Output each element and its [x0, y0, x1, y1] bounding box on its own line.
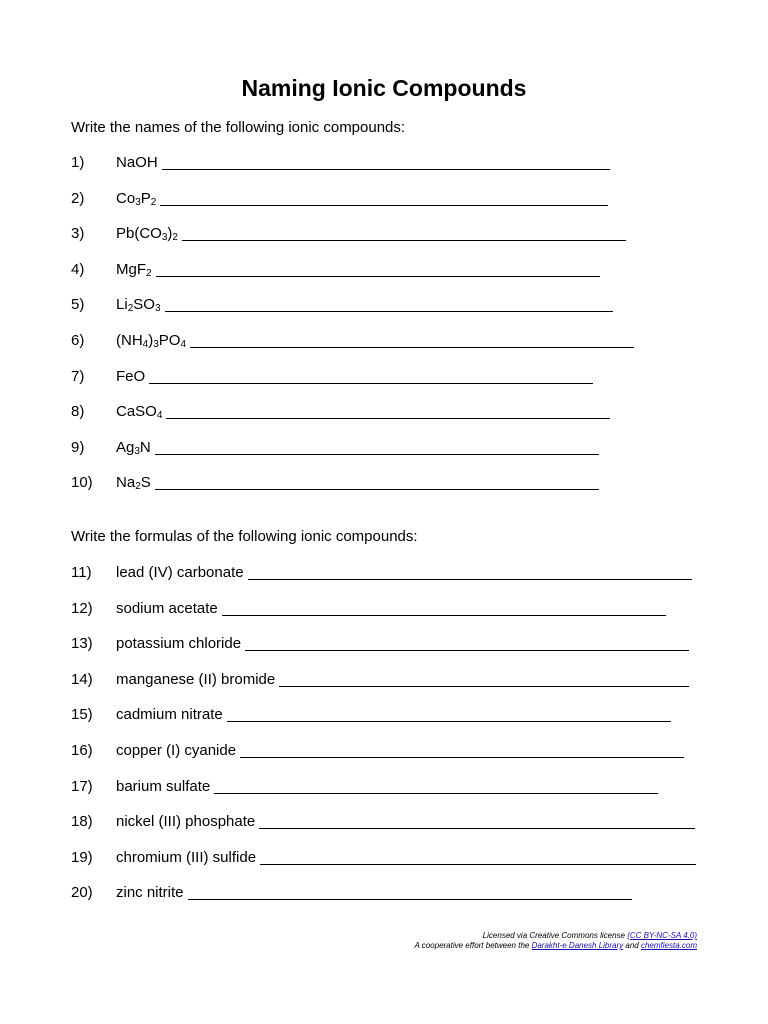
question-body	[116, 401, 610, 423]
question-number: 17)	[71, 777, 93, 795]
question-body	[116, 882, 632, 904]
compound-formula: $(NH_4)_3PO_4$	[116, 332, 187, 350]
library-link[interactable]: Darakht-e Danesh Library	[531, 941, 624, 950]
compound-formula: $Li_2SO_3$	[116, 296, 161, 315]
compound-formula: CaSO$_4$	[116, 403, 163, 422]
compound-name: sodium acetate	[116, 599, 218, 617]
question-number: 9)	[71, 438, 85, 456]
question-body	[116, 562, 692, 584]
question-number: 11)	[71, 564, 92, 581]
question-number: 10)	[71, 474, 93, 492]
answer-blank[interactable]	[156, 259, 600, 277]
answer-blank[interactable]	[162, 152, 610, 170]
answer-blank[interactable]	[260, 847, 696, 865]
compound-formula: $Na_2S$	[116, 474, 151, 493]
section-instruction-formulas: Write the formulas of the following ionic compounds:	[71, 528, 418, 545]
license-text: Licensed via Creative Commons license	[482, 931, 628, 940]
license-footer	[414, 931, 697, 951]
question-number: 14)	[71, 670, 93, 688]
answer-blank[interactable]	[155, 472, 599, 490]
question-number: 16)	[71, 742, 93, 759]
question-body	[116, 223, 626, 245]
question-number: 4)	[71, 260, 85, 278]
question-number: 20)	[71, 884, 93, 902]
answer-blank[interactable]	[160, 188, 608, 206]
question-number: 19)	[71, 848, 93, 866]
section-instruction-names: Write the names of the following ionic compounds:	[71, 119, 406, 136]
question-body	[116, 847, 696, 869]
compound-name: zinc nitrite	[116, 884, 184, 902]
question-body	[116, 437, 599, 459]
compound-formula: $Ag_3N$	[116, 438, 151, 457]
answer-blank[interactable]	[240, 740, 684, 758]
question-body	[116, 366, 593, 388]
question-body	[116, 704, 671, 726]
answer-blank[interactable]	[259, 811, 695, 829]
question-number: 13)	[71, 635, 93, 653]
compound-name: chromium (III) sulfide	[116, 848, 257, 866]
question-number: 18)	[71, 813, 93, 831]
question-body	[116, 188, 608, 210]
question-body	[116, 472, 599, 494]
question-body	[116, 259, 600, 281]
license-link[interactable]: (CC BY-NC-SA 4.0)	[627, 931, 697, 940]
answer-blank[interactable]	[165, 294, 613, 312]
answer-blank[interactable]	[227, 704, 671, 722]
answer-blank[interactable]	[279, 669, 689, 687]
compound-name: cadmium nitrate	[116, 706, 223, 724]
license-line	[414, 931, 697, 941]
compound-formula: $Pb(CO_3)_2$	[116, 225, 178, 244]
answer-blank[interactable]	[149, 366, 593, 384]
question-body	[116, 740, 684, 762]
compound-formula: $Co_3P_2$	[116, 189, 157, 208]
cooperative-text: A cooperative effort between the	[414, 941, 532, 950]
question-number: 1)	[71, 154, 85, 171]
question-number: 7)	[71, 367, 85, 385]
compound-name: potassium chloride	[116, 635, 242, 653]
question-body	[116, 330, 634, 352]
question-number: 5)	[71, 296, 85, 314]
compound-formula: NaOH	[116, 154, 158, 171]
question-number: 15)	[71, 706, 93, 724]
answer-blank[interactable]	[248, 562, 692, 580]
and-text: and	[623, 941, 641, 950]
question-body	[116, 152, 610, 174]
question-number: 8)	[71, 403, 85, 421]
answer-blank[interactable]	[222, 598, 666, 616]
question-number: 3)	[71, 225, 85, 243]
answer-blank[interactable]	[182, 223, 626, 241]
question-body	[116, 598, 666, 620]
question-body	[116, 776, 658, 798]
answer-blank[interactable]	[190, 330, 634, 348]
answer-blank[interactable]	[188, 882, 632, 900]
question-number: 6)	[71, 332, 85, 349]
question-body	[116, 669, 689, 691]
answer-blank[interactable]	[155, 437, 599, 455]
page-title: Naming Ionic Compounds	[241, 75, 527, 101]
compound-name: manganese (II) bromide	[116, 670, 276, 688]
answer-blank[interactable]	[245, 633, 689, 651]
question-body	[116, 294, 613, 316]
question-body	[116, 811, 695, 833]
answer-blank[interactable]	[166, 401, 610, 419]
compound-formula: FeO	[116, 367, 146, 385]
question-number: 2)	[71, 189, 85, 207]
chemfiesta-link[interactable]: chemfiesta.com	[640, 941, 697, 950]
compound-name: lead (IV) carbonate	[116, 564, 244, 581]
compound-name: barium sulfate	[116, 777, 211, 795]
compound-name: copper (I) cyanide	[116, 742, 237, 759]
cooperative-line	[414, 941, 697, 951]
question-number: 12)	[71, 599, 93, 617]
compound-formula: MgF$_2$	[116, 260, 152, 279]
question-body	[116, 633, 689, 655]
answer-blank[interactable]	[214, 776, 658, 794]
compound-name: nickel (III) phosphate	[116, 813, 256, 831]
